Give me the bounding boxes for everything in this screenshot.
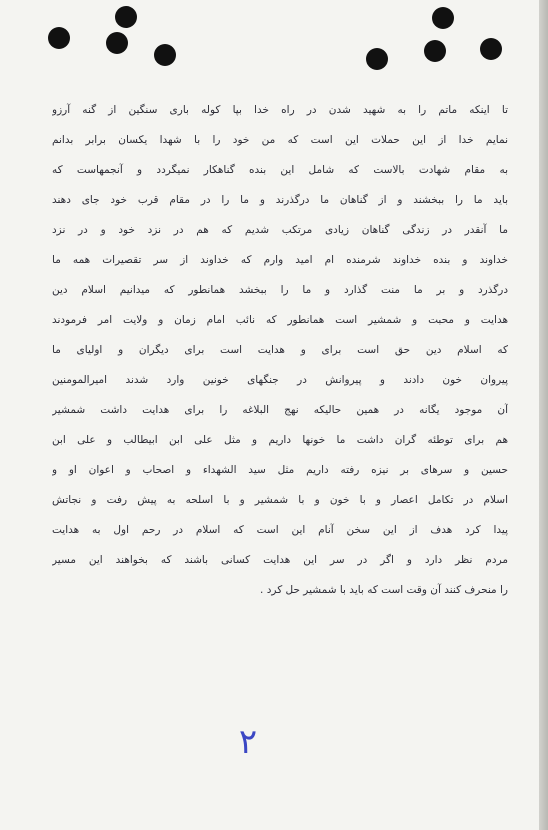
text-line: آن موجود یگانه در همین حالیکه نهج البلاغه را برای هدایت داشت شمشیر bbox=[52, 404, 508, 416]
text-line: حسین و سرهای بر نیزه رفته داریم مثل سید الشهداء و اصحاب و اعوان او و bbox=[52, 464, 508, 476]
binder-hole-6 bbox=[366, 48, 388, 70]
text-line: پیدا کرد هدف از این سخن آنام این است که اسلام در رحم اول به هدایت bbox=[52, 524, 508, 536]
text-line: باید ما را ببخشند و از گناهان ما درگذرند و ما را در مقام قرب خود جای دهند bbox=[52, 194, 508, 206]
binder-hole-3 bbox=[48, 27, 70, 49]
binder-hole-2 bbox=[432, 7, 454, 29]
text-line: مردم نظر دارد و اگر در سر این هدایت کسانی باشند که بخواهند این مسیر bbox=[52, 554, 508, 566]
handwritten-letter-body bbox=[52, 95, 508, 605]
text-line: خداوند و بنده خداوند شرمنده ام امید وارم که خداوند از سر تقصیرات همه ما bbox=[52, 254, 508, 266]
text-line-final: را منحرف کنند آن وقت است که باید با شمشیر حل کرد . bbox=[260, 584, 508, 596]
text-line: هدایت و محبت و شمشیر است همانطور که نائب امام زمان و ولایت امر فرمودند bbox=[52, 314, 508, 326]
binder-hole-5 bbox=[154, 44, 176, 66]
binder-hole-4 bbox=[106, 32, 128, 54]
text-line: که اسلام دین حق است برای و هدایت است برای دیگران و اولیای ما bbox=[52, 344, 508, 356]
text-line: ما آنقدر در زندگی گناهان زیادی مرتکب شدیم که هم در نزد خود و در نزد bbox=[52, 224, 508, 236]
text-line: درگذرد و بر ما منت گذارد و ما را ببخشد همانطور که میدانیم اسلام دین bbox=[52, 284, 508, 296]
text-line: هم برای توطئه گران داشت ما خونها داریم و مثل علی ابن ابیطالب و علی ابن bbox=[52, 434, 508, 446]
text-line: اسلام در تکامل اعصار و با خون و با شمشیر و با اسلحه به پیش رفت و نجاتش bbox=[52, 494, 508, 506]
page-number: ۲ bbox=[238, 722, 258, 762]
text-line: به مقام شهادت بالاست که شامل این بنده گناهکار نمیگردد و آنجمهاست که bbox=[52, 164, 508, 176]
text-line: پیروان خون دادند و پیروانش در جنگهای خونین وارد شدند امیرالمومنین bbox=[52, 374, 508, 386]
binder-hole-8 bbox=[480, 38, 502, 60]
text-line: نمایم خدا از این حملات این است که من خود را با شهدا یکسان برابر بدانم bbox=[52, 134, 508, 146]
binder-hole-1 bbox=[115, 6, 137, 28]
binder-hole-7 bbox=[424, 40, 446, 62]
text-line: تا اینکه ماتم را به شهید شدن در راه خدا بپا کوله باری سنگین از گنه آرزو bbox=[52, 104, 508, 116]
